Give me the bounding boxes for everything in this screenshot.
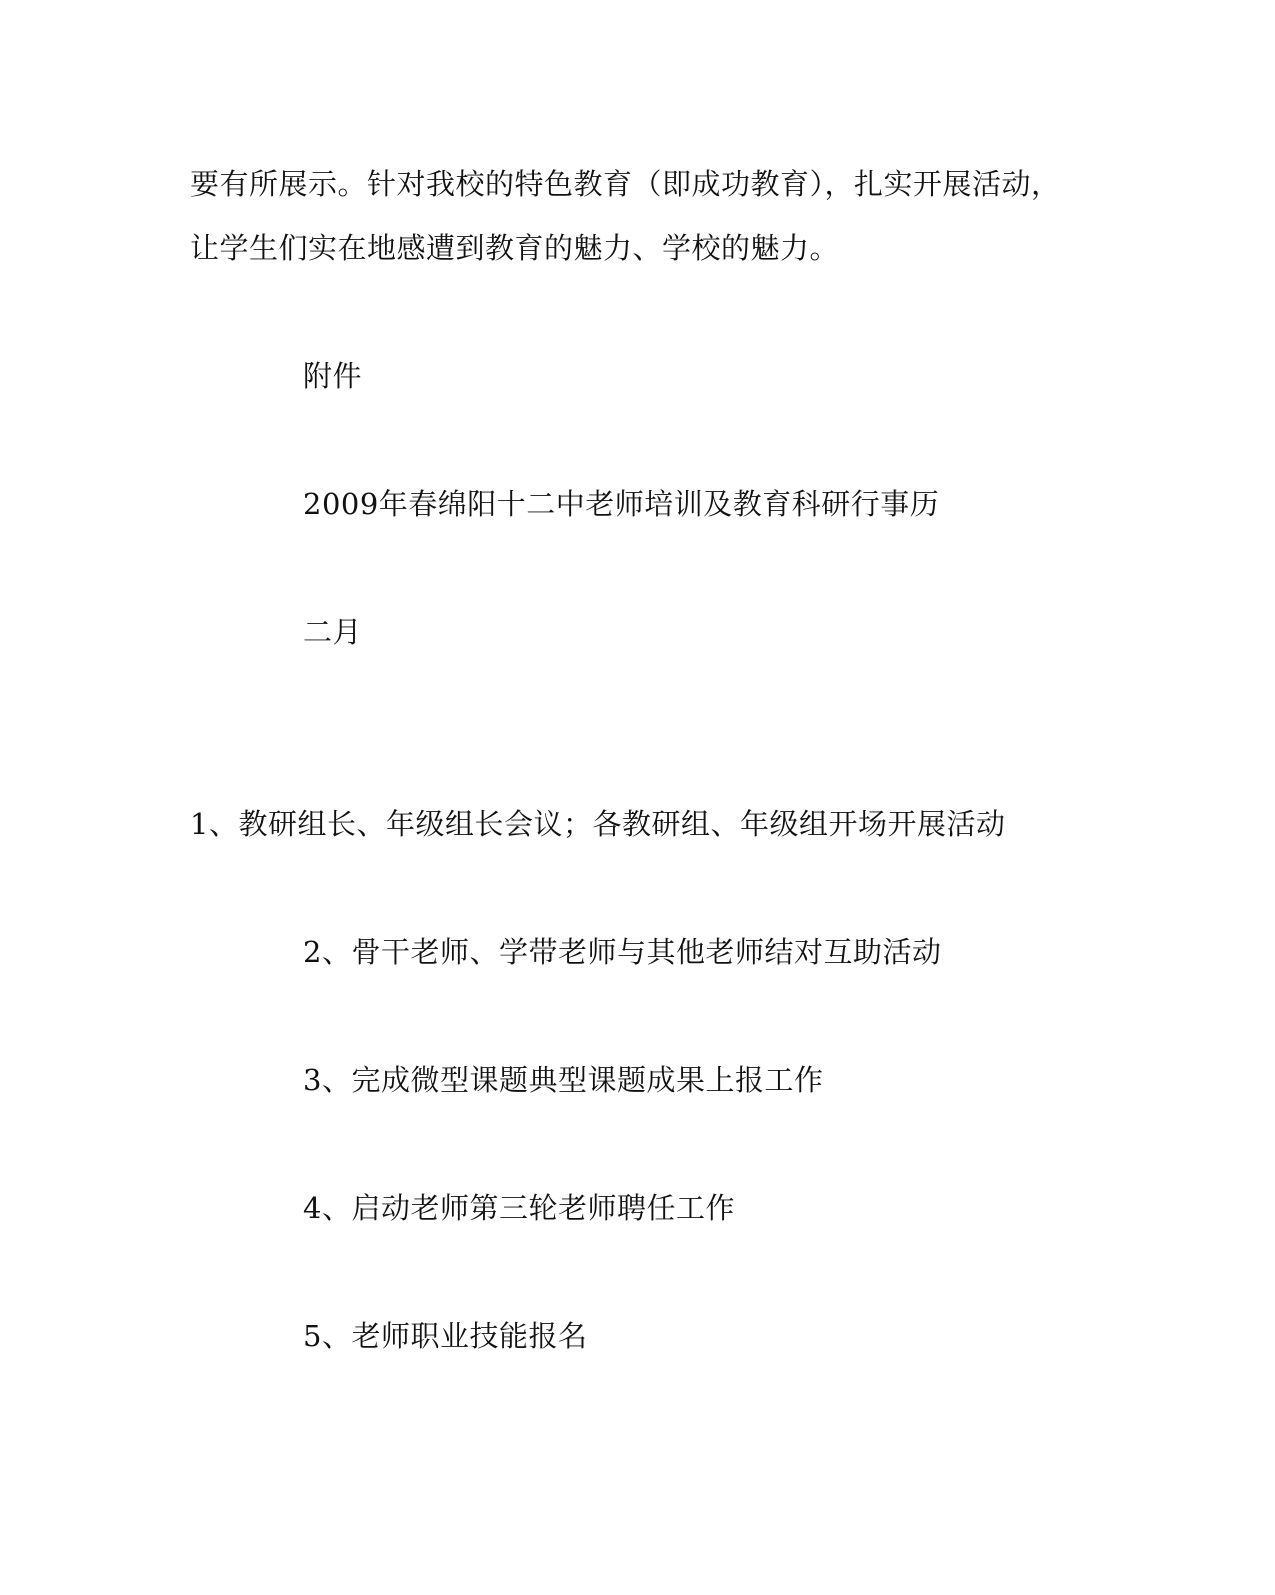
month-heading: 二月 xyxy=(303,615,363,649)
body-paragraph-line-1: 要有所展示。针对我校的特色教育（即成功教育），扎实开展活动， xyxy=(190,167,1061,201)
list-item: 2、骨干老师、学带老师与其他老师结对互助活动 xyxy=(303,935,942,969)
list-item: 3、完成微型课题典型课题成果上报工作 xyxy=(303,1063,824,1097)
attachment-label: 附件 xyxy=(303,359,363,393)
list-item: 4、启动老师第三轮老师聘任工作 xyxy=(303,1191,735,1225)
document-title: 2009年春绵阳十二中老师培训及教育科研行事历 xyxy=(303,487,940,521)
body-paragraph-line-2: 让学生们实在地感遭到教育的魅力、学校的魅力。 xyxy=(190,231,840,265)
list-item: 1、教研组长、年级组长会议；各教研组、年级组开场开展活动 xyxy=(190,807,1006,841)
list-item: 5、老师职业技能报名 xyxy=(303,1319,588,1353)
